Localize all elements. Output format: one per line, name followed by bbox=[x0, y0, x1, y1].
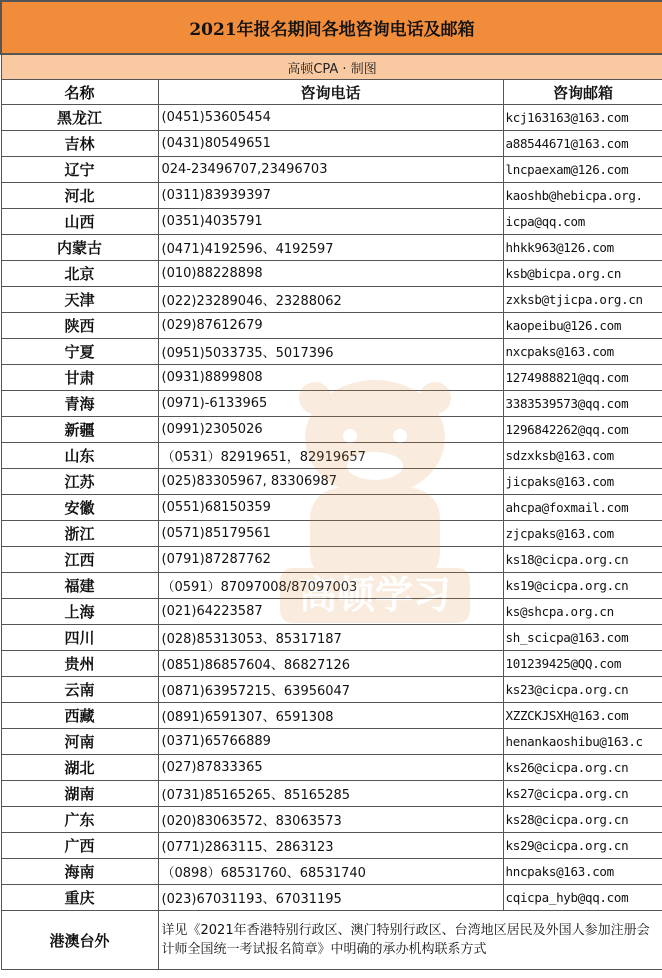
region-cell: 安徽 bbox=[1, 495, 158, 521]
table-row bbox=[1, 729, 662, 755]
email-cell[interactable]: ks18@cicpa.org.cn bbox=[503, 547, 662, 573]
phone-cell: (025)83305967, 83306987 bbox=[158, 469, 503, 495]
subtitle-row bbox=[1, 54, 662, 80]
region-cell: 西藏 bbox=[1, 703, 158, 729]
table-row bbox=[1, 547, 662, 573]
region-cell: 江苏 bbox=[1, 469, 158, 495]
table-row bbox=[1, 781, 662, 807]
email-cell[interactable]: henankaoshibu@163.c bbox=[503, 729, 662, 755]
email-cell[interactable]: kcj163163@163.com bbox=[503, 105, 662, 131]
region-cell: 宁夏 bbox=[1, 339, 158, 365]
region-cell: 天津 bbox=[1, 287, 158, 313]
footer-row bbox=[1, 911, 662, 970]
email-cell[interactable]: kaopeibu@126.com bbox=[503, 313, 662, 339]
region-cell: 河北 bbox=[1, 183, 158, 209]
phone-cell: (0311)83939397 bbox=[158, 183, 503, 209]
table-row bbox=[1, 443, 662, 469]
email-cell[interactable]: XZZCKJSXH@163.com bbox=[503, 703, 662, 729]
region-cell: 北京 bbox=[1, 261, 158, 287]
table-row bbox=[1, 469, 662, 495]
region-cell: 云南 bbox=[1, 677, 158, 703]
table-row bbox=[1, 209, 662, 235]
region-cell: 内蒙古 bbox=[1, 235, 158, 261]
table-row bbox=[1, 651, 662, 677]
table-row bbox=[1, 339, 662, 365]
region-cell: 贵州 bbox=[1, 651, 158, 677]
email-cell[interactable]: ks19@cicpa.org.cn bbox=[503, 573, 662, 599]
phone-cell: (023)67031193、67031195 bbox=[158, 885, 503, 911]
column-header-row bbox=[1, 80, 662, 105]
phone-cell: (020)83063572、83063573 bbox=[158, 807, 503, 833]
region-cell: 上海 bbox=[1, 599, 158, 625]
phone-cell: (0871)63957215、63956047 bbox=[158, 677, 503, 703]
email-cell[interactable]: 1274988821@qq.com bbox=[503, 365, 662, 391]
table-row bbox=[1, 235, 662, 261]
table-row bbox=[1, 833, 662, 859]
email-cell[interactable]: zjcpaks@163.com bbox=[503, 521, 662, 547]
table-row bbox=[1, 313, 662, 339]
email-cell[interactable]: kaoshb@hebicpa.org. bbox=[503, 183, 662, 209]
phone-cell: (0771)2863115、2863123 bbox=[158, 833, 503, 859]
phone-cell: (0791)87287762 bbox=[158, 547, 503, 573]
region-cell: 陕西 bbox=[1, 313, 158, 339]
table-subtitle: 高顿CPA · 制图 bbox=[1, 54, 662, 80]
phone-cell: (0931)8899808 bbox=[158, 365, 503, 391]
table-row bbox=[1, 183, 662, 209]
table-row bbox=[1, 105, 662, 131]
table-row bbox=[1, 625, 662, 651]
phone-cell: (0971)-6133965 bbox=[158, 391, 503, 417]
email-cell[interactable]: ksb@bicpa.org.cn bbox=[503, 261, 662, 287]
email-cell[interactable]: ks23@cicpa.org.cn bbox=[503, 677, 662, 703]
email-cell[interactable]: lncpaexam@126.com bbox=[503, 157, 662, 183]
email-cell[interactable]: ks26@cicpa.org.cn bbox=[503, 755, 662, 781]
phone-cell: (029)87612679 bbox=[158, 313, 503, 339]
table-row bbox=[1, 261, 662, 287]
phone-cell: (021)64223587 bbox=[158, 599, 503, 625]
email-cell[interactable]: zxksb@tjicpa.org.cn bbox=[503, 287, 662, 313]
table-row bbox=[1, 495, 662, 521]
region-cell: 新疆 bbox=[1, 417, 158, 443]
region-cell: 福建 bbox=[1, 573, 158, 599]
table-row bbox=[1, 755, 662, 781]
table-row bbox=[1, 573, 662, 599]
email-cell[interactable]: hncpaks@163.com bbox=[503, 859, 662, 885]
region-cell: 四川 bbox=[1, 625, 158, 651]
phone-cell: （0898）68531760、68531740 bbox=[158, 859, 503, 885]
email-cell[interactable]: cqicpa_hyb@qq.com bbox=[503, 885, 662, 911]
email-cell[interactable]: hhkk963@126.com bbox=[503, 235, 662, 261]
email-cell[interactable]: 1296842262@qq.com bbox=[503, 417, 662, 443]
column-header-phone: 咨询电话 bbox=[158, 80, 503, 105]
email-cell[interactable]: sh_scicpa@163.com bbox=[503, 625, 662, 651]
phone-cell: （0591）87097008/87097003 bbox=[158, 573, 503, 599]
email-cell[interactable]: ks@shcpa.org.cn bbox=[503, 599, 662, 625]
phone-cell: (027)87833365 bbox=[158, 755, 503, 781]
region-cell: 辽宁 bbox=[1, 157, 158, 183]
phone-cell: (0351)4035791 bbox=[158, 209, 503, 235]
table-row bbox=[1, 417, 662, 443]
region-cell: 湖南 bbox=[1, 781, 158, 807]
email-cell[interactable]: ahcpa@foxmail.com bbox=[503, 495, 662, 521]
phone-cell: (010)88228898 bbox=[158, 261, 503, 287]
email-cell[interactable]: ks29@cicpa.org.cn bbox=[503, 833, 662, 859]
table-row bbox=[1, 859, 662, 885]
region-cell: 海南 bbox=[1, 859, 158, 885]
email-cell[interactable]: nxcpaks@163.com bbox=[503, 339, 662, 365]
phone-cell: (0571)85179561 bbox=[158, 521, 503, 547]
phone-cell: (0991)2305026 bbox=[158, 417, 503, 443]
table-row bbox=[1, 703, 662, 729]
phone-cell: 024-23496707,23496703 bbox=[158, 157, 503, 183]
region-cell: 广西 bbox=[1, 833, 158, 859]
region-cell: 吉林 bbox=[1, 131, 158, 157]
table-row bbox=[1, 391, 662, 417]
footer-note-cell: 详见《2021年香港特别行政区、澳门特别行政区、台湾地区居民及外国人参加注册会计师全国统一考试报名简章》中明确的承办机构联系方式 bbox=[158, 911, 662, 970]
phone-cell: (028)85313053、85317187 bbox=[158, 625, 503, 651]
region-cell: 重庆 bbox=[1, 885, 158, 911]
email-cell[interactable]: 101239425@QQ.com bbox=[503, 651, 662, 677]
column-header-name: 名称 bbox=[1, 80, 158, 105]
phone-cell: (0371)65766889 bbox=[158, 729, 503, 755]
footer-region-cell: 港澳台外 bbox=[1, 911, 158, 970]
phone-cell: (022)23289046、23288062 bbox=[158, 287, 503, 313]
table-row bbox=[1, 599, 662, 625]
phone-cell: (0551)68150359 bbox=[158, 495, 503, 521]
region-cell: 广东 bbox=[1, 807, 158, 833]
phone-cell: (0431)80549651 bbox=[158, 131, 503, 157]
watermark-text: 高顿学习 bbox=[298, 573, 452, 617]
table-row bbox=[1, 157, 662, 183]
email-cell[interactable]: sdzxksb@163.com bbox=[503, 443, 662, 469]
table-row bbox=[1, 885, 662, 911]
table-row bbox=[1, 287, 662, 313]
email-cell[interactable]: icpa@qq.com bbox=[503, 209, 662, 235]
region-cell: 浙江 bbox=[1, 521, 158, 547]
column-header-email: 咨询邮箱 bbox=[503, 80, 662, 105]
phone-cell: (0851)86857604、86827126 bbox=[158, 651, 503, 677]
region-cell: 甘肃 bbox=[1, 365, 158, 391]
email-cell[interactable]: ks27@cicpa.org.cn bbox=[503, 781, 662, 807]
region-cell: 河南 bbox=[1, 729, 158, 755]
phone-cell: (0891)6591307、6591308 bbox=[158, 703, 503, 729]
phone-cell: (0951)5033735、5017396 bbox=[158, 339, 503, 365]
email-cell[interactable]: jicpaks@163.com bbox=[503, 469, 662, 495]
email-cell[interactable]: a88544671@163.com bbox=[503, 131, 662, 157]
region-cell: 山东 bbox=[1, 443, 158, 469]
phone-cell: (0471)4192596、4192597 bbox=[158, 235, 503, 261]
table-title: 2021年报名期间各地咨询电话及邮箱 bbox=[1, 1, 662, 54]
title-row bbox=[1, 1, 662, 54]
region-cell: 江西 bbox=[1, 547, 158, 573]
table-row bbox=[1, 521, 662, 547]
email-cell[interactable]: ks28@cicpa.org.cn bbox=[503, 807, 662, 833]
table-row bbox=[1, 677, 662, 703]
table-row bbox=[1, 807, 662, 833]
region-cell: 青海 bbox=[1, 391, 158, 417]
phone-cell: (0731)85165265、85165285 bbox=[158, 781, 503, 807]
table-row bbox=[1, 365, 662, 391]
region-cell: 湖北 bbox=[1, 755, 158, 781]
phone-cell: （0531）82919651，82919657 bbox=[158, 443, 503, 469]
region-cell: 山西 bbox=[1, 209, 158, 235]
phone-cell: (0451)53605454 bbox=[158, 105, 503, 131]
table-row bbox=[1, 131, 662, 157]
email-cell[interactable]: 3383539573@qq.com bbox=[503, 391, 662, 417]
region-cell: 黑龙江 bbox=[1, 105, 158, 131]
